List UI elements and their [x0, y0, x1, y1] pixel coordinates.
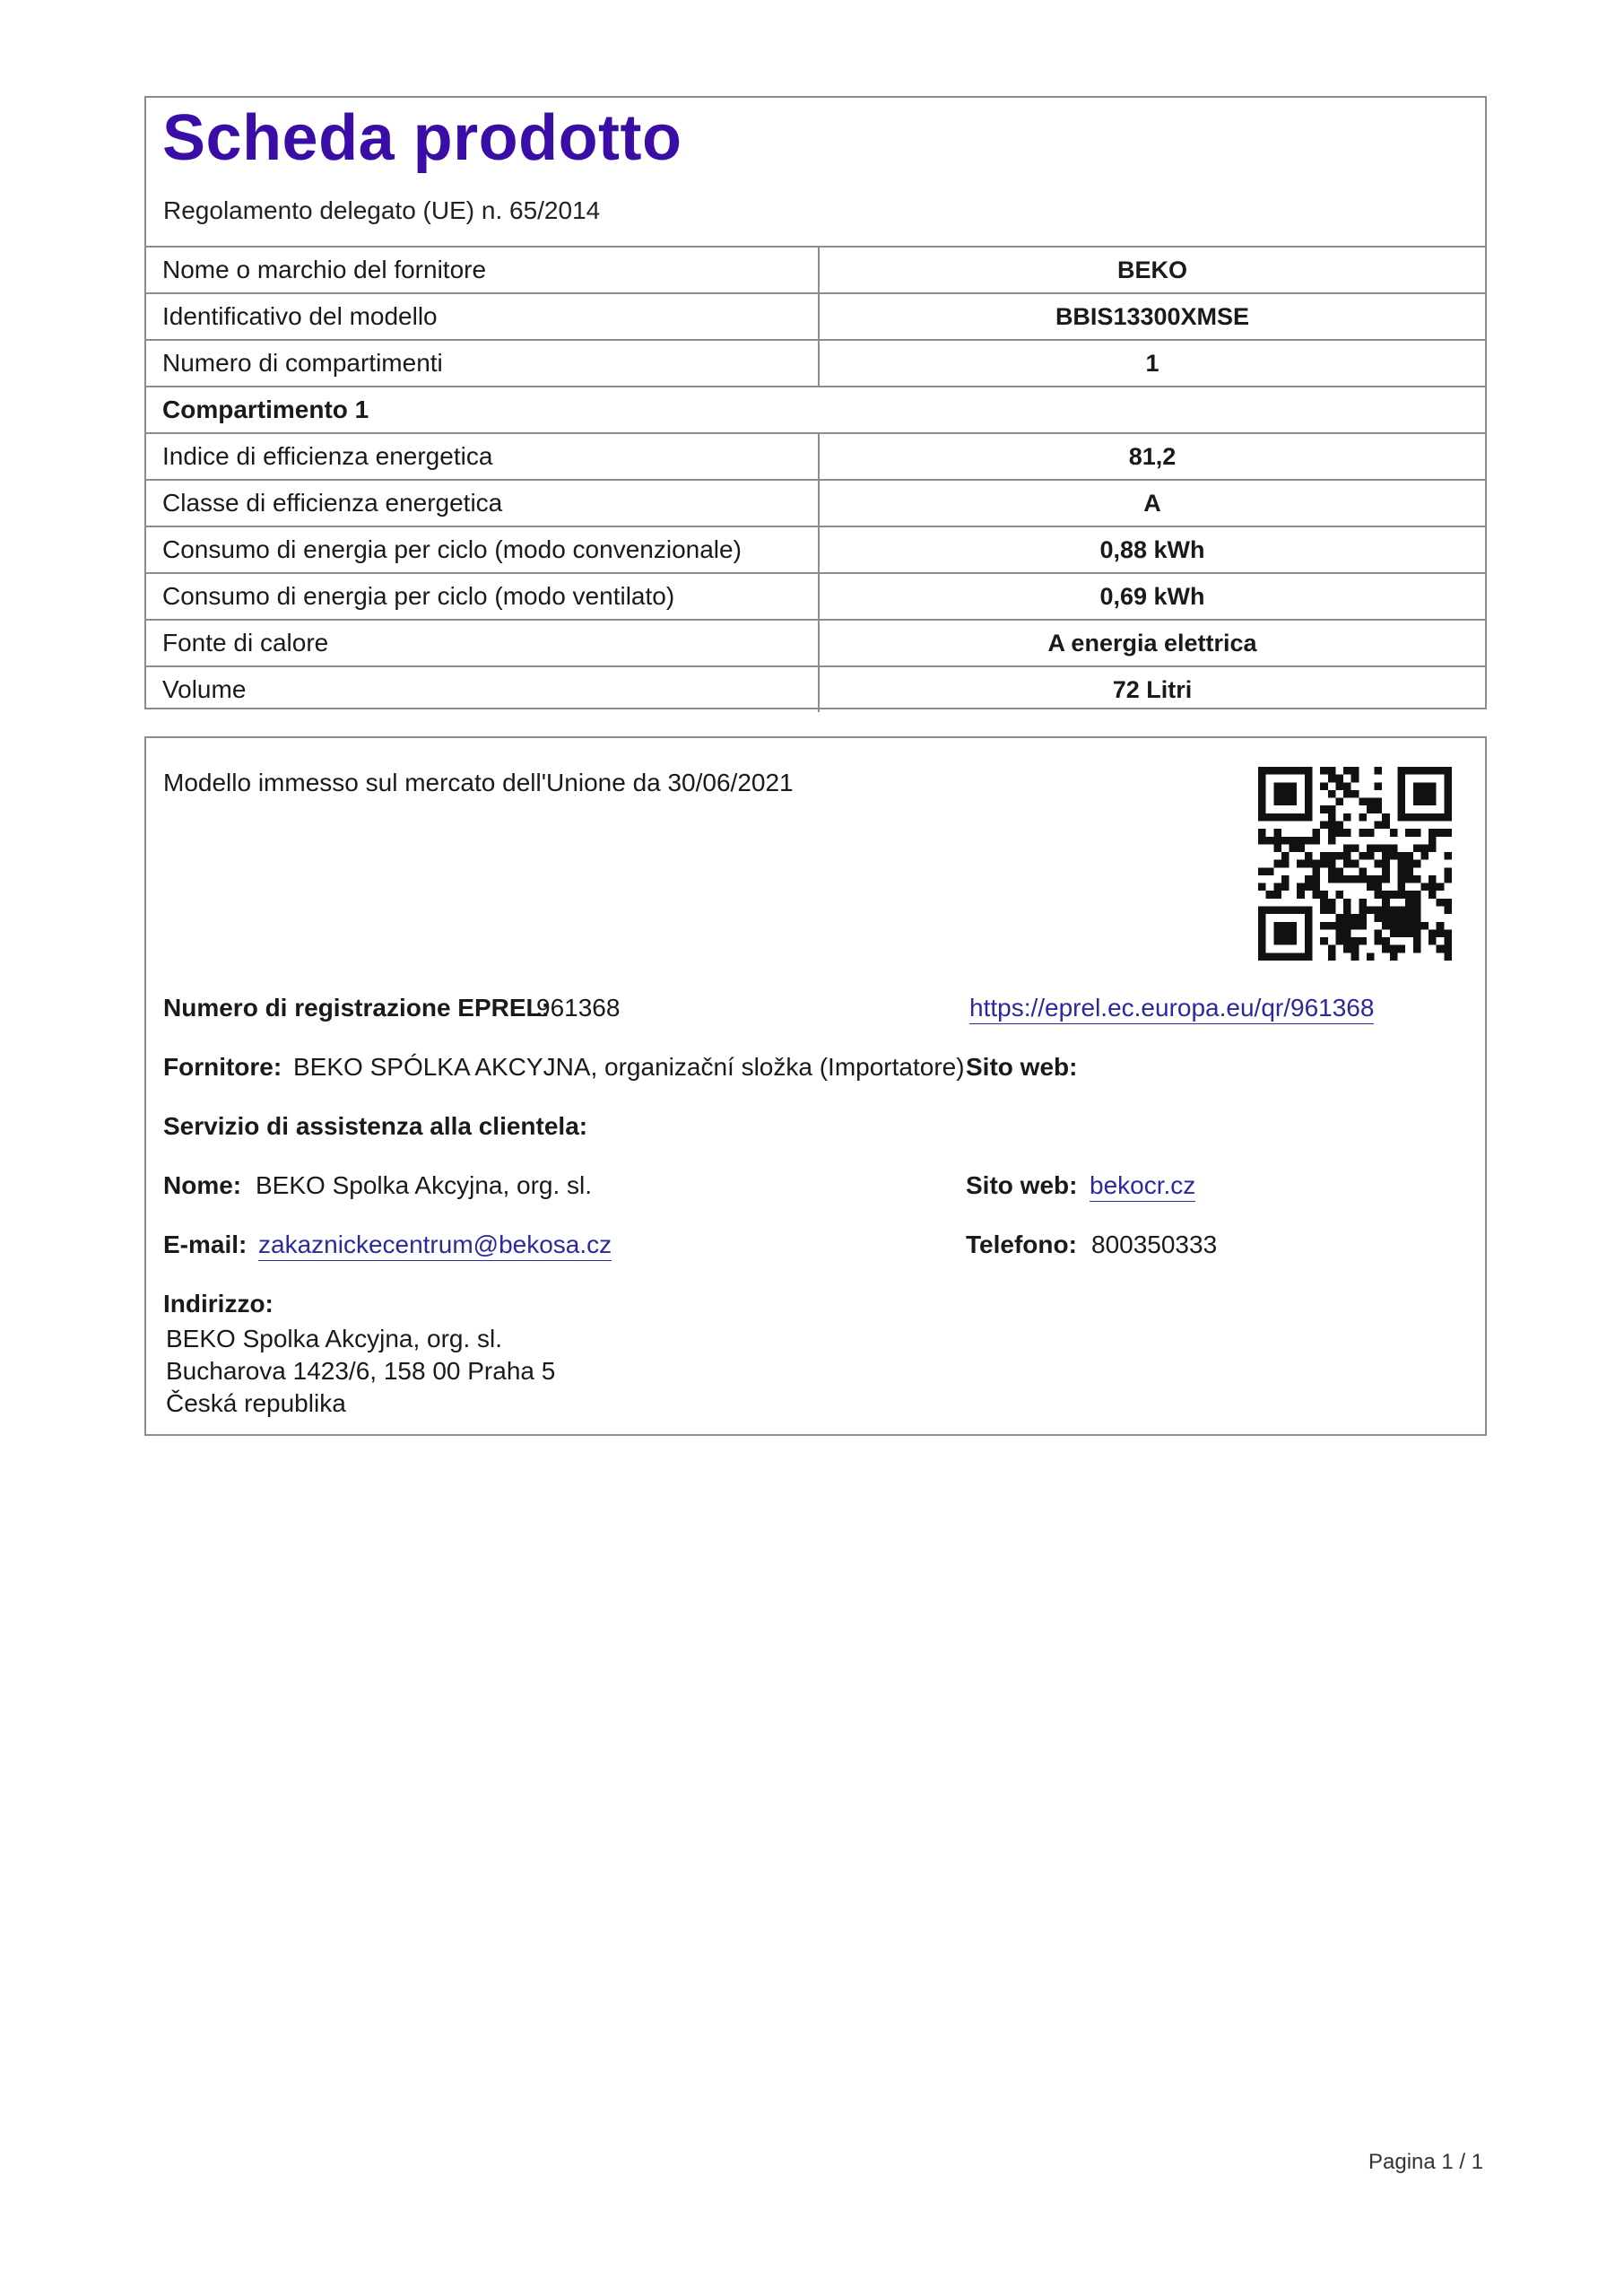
service-name-label: Nome:	[163, 1171, 242, 1199]
service-website-link[interactable]: bekocr.cz	[1090, 1171, 1195, 1202]
row-value: A energia elettrica	[819, 620, 1485, 666]
table-row	[146, 480, 1485, 526]
table-row	[146, 247, 1485, 293]
row-value: BBIS13300XMSE	[819, 293, 1485, 340]
row-label: Nome o marchio del fornitore	[146, 247, 819, 293]
row-label: Classe di efficienza energetica	[146, 480, 819, 526]
row-value: 0,88 kWh	[819, 526, 1485, 573]
qr-code-icon[interactable]	[1258, 767, 1452, 961]
table-row	[146, 620, 1485, 666]
product-sheet-table-box	[144, 96, 1487, 709]
row-value: 0,69 kWh	[819, 573, 1485, 620]
section-row	[146, 387, 1485, 433]
row-label: Volume	[146, 666, 819, 712]
supplier-label: Fornitore:	[163, 1053, 282, 1081]
service-website-label: Sito web:	[966, 1171, 1078, 1199]
row-label: Consumo di energia per ciclo (modo ventilato)	[146, 573, 819, 620]
service-name-value: BEKO Spolka Akcyjna, org. sl.	[256, 1171, 593, 1199]
table-row	[146, 666, 1485, 712]
page-number: Pagina 1 / 1	[1368, 2150, 1484, 2174]
supplier-website-label: Sito web:	[966, 1053, 1078, 1081]
eprel-label: Numero di registrazione EPREL:	[163, 994, 550, 1022]
row-value: 1	[819, 340, 1485, 387]
product-data-table	[146, 246, 1485, 712]
row-value: BEKO	[819, 247, 1485, 293]
section-heading: Compartimento 1	[146, 387, 1485, 433]
table-row	[146, 573, 1485, 620]
phone-label: Telefono:	[966, 1231, 1077, 1258]
row-label: Fonte di calore	[146, 620, 819, 666]
row-value: 72 Litri	[819, 666, 1485, 712]
address-line: Česká republika	[166, 1389, 346, 1417]
eprel-number: 961368	[536, 994, 621, 1022]
address-line: Bucharova 1423/6, 158 00 Praha 5	[166, 1357, 556, 1385]
supplier-info-box	[144, 736, 1487, 1436]
row-label: Indice di efficienza energetica	[146, 433, 819, 480]
address-line: BEKO Spolka Akcyjna, org. sl.	[166, 1325, 503, 1352]
market-date-text: Modello immesso sul mercato dell'Unione da 30/06/2021	[163, 769, 794, 796]
address-label: Indirizzo:	[163, 1290, 274, 1318]
row-value: 81,2	[819, 433, 1485, 480]
table-row	[146, 433, 1485, 480]
table-row	[146, 526, 1485, 573]
table-row	[146, 293, 1485, 340]
customer-service-heading: Servizio di assistenza alla clientela:	[163, 1112, 588, 1140]
row-label: Consumo di energia per ciclo (modo convenzionale)	[146, 526, 819, 573]
email-link[interactable]: zakaznickecentrum@bekosa.cz	[258, 1231, 612, 1261]
row-value: A	[819, 480, 1485, 526]
row-label: Identificativo del modello	[146, 293, 819, 340]
email-label: E-mail:	[163, 1231, 248, 1258]
table-row	[146, 340, 1485, 387]
supplier-name: BEKO SPÓLKA AKCYJNA, organizační složka (Importatore)	[293, 1053, 965, 1081]
regulation-subtitle: Regolamento delegato (UE) n. 65/2014	[163, 196, 601, 224]
row-label: Numero di compartimenti	[146, 340, 819, 387]
eprel-link[interactable]: https://eprel.ec.europa.eu/qr/961368	[969, 994, 1374, 1024]
phone-value: 800350333	[1091, 1231, 1218, 1258]
page-title: Scheda prodotto	[162, 102, 682, 174]
